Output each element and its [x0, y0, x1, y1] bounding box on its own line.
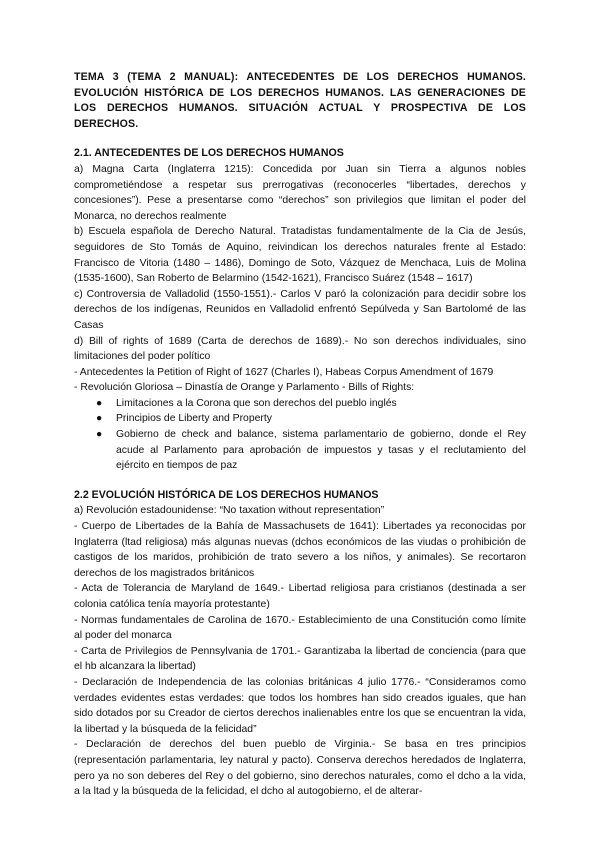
section-heading-evolucion: 2.2 EVOLUCIÓN HISTÓRICA DE LOS DERECHOS HUMANOS [74, 488, 379, 501]
paragraph-acta-tolerancia: - Acta de Tolerancia de Maryland de 1649.- Libertad religiosa para cristianos (destinada a ser colonia católica tenía mayoría protestante) [74, 583, 526, 610]
paragraph-escuela-espanola: b) Escuela española de Derecho Natural. Tratadistas fundamentalmente de la Cia de Jesús, seguidores de Sto Tomás de Aquino, reivindican los derechos naturales frente al Estado: Francisco de Vitoria (1480 – 1486), Domingo de Soto, Vázquez de Menchaca, Luis de Molina (1535-1600), San Roberto de Belarmino (1542-1621), Francisco Suárez (1548 – 1617) [74, 226, 526, 285]
paragraph-declaracion-independencia: - Declaración de Independencia de las colonias británicas 4 julio 1776.- “Consideramos como verdades evidentes estas verdades: que todos los hombres han sido creados iguales, que han sido dotados por su Creador de ciertos derechos inalienables entre los que se encuentran la vida, la libertad y la búsqueda de la felicidad” [74, 676, 526, 735]
paragraph-antecedentes-petition: - Antecedentes la Petition of Right of 1627 (Charles I), Habeas Corpus Amendment of 1679 [74, 366, 494, 378]
bullet-icon: ● [96, 429, 103, 441]
list-item [96, 427, 526, 474]
paragraph-carta-pennsylvania: - Carta de Privilegios de Pennsylvania de 1701.- Garantizaba la libertad de conciencia (para que el hb alcanzara la libertad) [74, 645, 526, 673]
paragraph-revolucion-gloriosa: - Revolución Gloriosa – Dinastía de Orange y Parlamento - Bills of Rights: [74, 382, 415, 394]
list-item [96, 396, 526, 412]
bullet-icon: ● [96, 413, 103, 425]
paragraph-revolucion-estadounidense: a) Revolución estadounidense: “No taxation without representation” [74, 505, 385, 517]
paragraph-controversia-valladolid: c) Controversia de Valladolid (1550-1551).- Carlos V paró la colonización para decidir sobre los derechos de los indígenas, Reunidos en Valladolid enfrentó Sepúlveda y San Bartolomé de las Casas [74, 288, 526, 331]
bullet-icon: ● [96, 397, 103, 409]
paragraph-normas-carolina: - Normas fundamentales de Carolina de 1670.- Establecimiento de una Constitución como límite al poder del monarca [74, 614, 526, 642]
list-item-text: Principios de Liberty and Property [116, 413, 272, 425]
paragraph-declaracion-virginia: - Declaración de derechos del buen pueblo de Virginia.- Se basa en tres principios (representación parlamentaria, ley natural y pacto). Conserva derechos heredados de Inglaterra, pero ya no son deberes del Rey o del gobierno, sino derechos naturales, como el dcho a la vida, a la ltad y la búsqueda de la felicidad, el dcho al autogobierno, el de alterar- [74, 739, 526, 798]
paragraph-magna-carta: a) Magna Carta (Inglaterra 1215): Concedida por Juan sin Tierra a algunos nobles comprometiéndose a respetar sus prerrogativas (reconocerles “libertades, derechos y concesiones”). Pese a presentarse como “derechos” son privilegios que limitan el poder del Monarca, no derechos realmente [74, 163, 526, 222]
bullet-list [74, 396, 526, 474]
document-title: TEMA 3 (TEMA 2 MANUAL): ANTECEDENTES DE LOS DERECHOS HUMANOS. EVOLUCIÓN HISTÓRICA DE LOS DERECHOS HUMANOS. LAS GENERACIONES DE LOS DERECHOS HUMANOS. SITUACIÓN ACTUAL Y PROSPECTIVA DE LOS DERECHOS. [74, 71, 526, 130]
list-item [96, 411, 526, 427]
paragraph-bill-of-rights: d) Bill of rights of 1689 (Carta de derechos de 1689).- No son derechos individuales, sino limitaciones del poder político [74, 335, 526, 363]
section-heading-antecedentes: 2.1. ANTECEDENTES DE LOS DERECHOS HUMANOS [74, 147, 344, 160]
list-item-text: Gobierno de check and balance, sistema parlamentario de gobierno, donde el Rey acude al Parlamento para aprobación de impuestos y tasas y el reclutamiento del ejército en tiempos de paz [116, 429, 526, 472]
document-page [74, 70, 526, 800]
list-item-text: Limitaciones a la Corona que son derechos del pueblo inglés [116, 397, 397, 409]
paragraph-cuerpo-libertades: - Cuerpo de Libertades de la Bahía de Massachusets de 1641): Libertades ya reconocidas por Inglaterra (ltad religiosa) más algunas nuevas (dchos económicos de las viudas o prohibición de castigos de los maridos, prohibición de trato severo a los niños, y animales). Se recortaron derechos de los magistrados británicos [74, 521, 526, 579]
